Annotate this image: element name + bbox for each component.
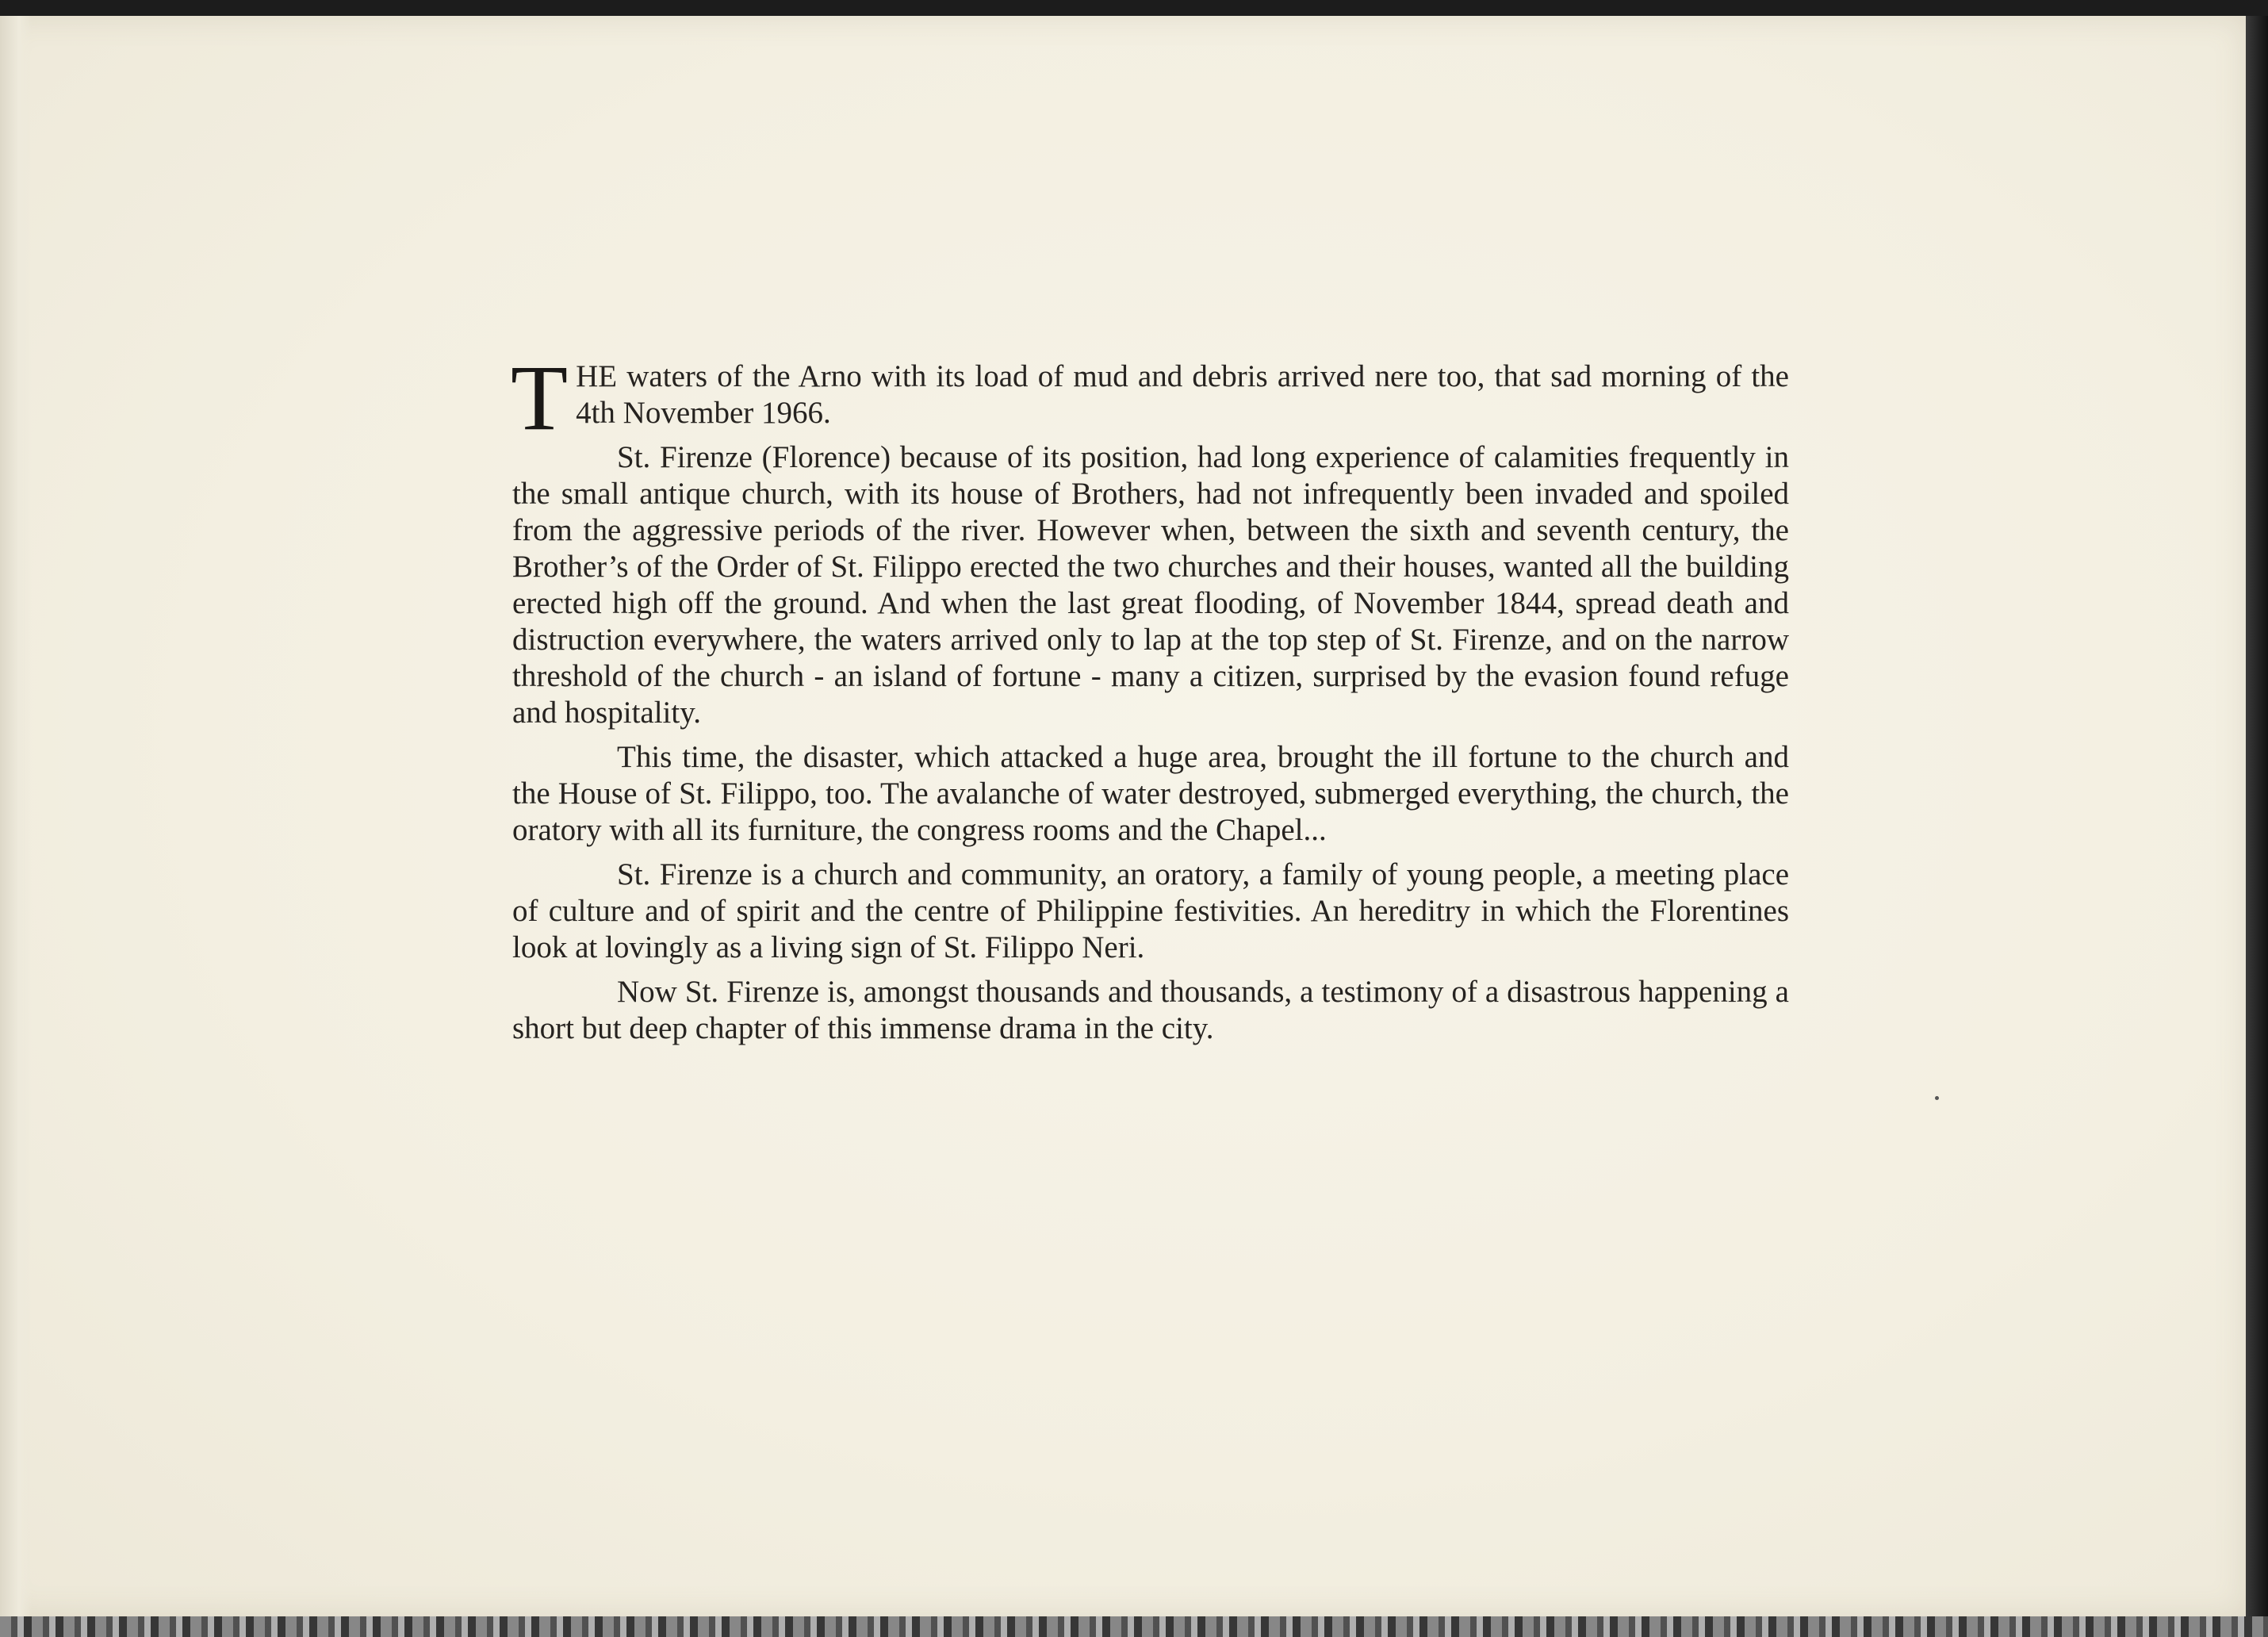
paragraph-4: St. Firenze is a church and community, an oratory, a family of young people, a meeting place of culture and of spirit and the centre of Philippine festivities. An hereditry in which the Florentines look at lovingly as a living sign of St. Filippo Neri. bbox=[512, 857, 1789, 964]
paragraph-3: This time, the disaster, which attacked a huge area, brought the ill fortune to the church and the House of St. Filippo, too. The avalanche of water destroyed, submerged everything, the church, the oratory with all its furniture, the congress rooms and the Chapel... bbox=[512, 740, 1789, 847]
page-edge-bottom bbox=[0, 1616, 2268, 1637]
paragraph-2: St. Firenze (Florence) because of its position, had long experience of calamities frequently in the small antique church, with its house of Brothers, had not infrequently been invaded and spoiled from the aggressive periods of the river. However when, between the sixth and seventh century, the Brother’s of the Order of St. Filippo erected the two churches and their houses, wanted all the building erected high off the ground. And when the last great flooding, of November 1844, spread death and distruction everywhere, the waters arrived only to lap at the top step of St. Firenze, and on the narrow threshold of the church - an island of fortune - many a citizen, surprised by the evasion found refuge and hospitality. bbox=[512, 440, 1789, 730]
drop-cap: T bbox=[511, 346, 569, 450]
page-edge-right bbox=[2246, 16, 2268, 1616]
paragraph-5: Now St. Firenze is, amongst thousands and thousands, a testimony of a disastrous happening a short but deep chapter of this immense drama in the city. bbox=[512, 975, 1789, 1045]
paragraph-1 bbox=[511, 346, 1789, 450]
paragraph-1-text: HE waters of the Arno with its load of mud and debris arrived nere too, that sad morning of the 4th November 1966. bbox=[576, 359, 1789, 430]
page-gutter bbox=[0, 16, 32, 1616]
ink-speck bbox=[1935, 1096, 1939, 1100]
body-text bbox=[511, 346, 1789, 1055]
book-page bbox=[0, 16, 2246, 1616]
